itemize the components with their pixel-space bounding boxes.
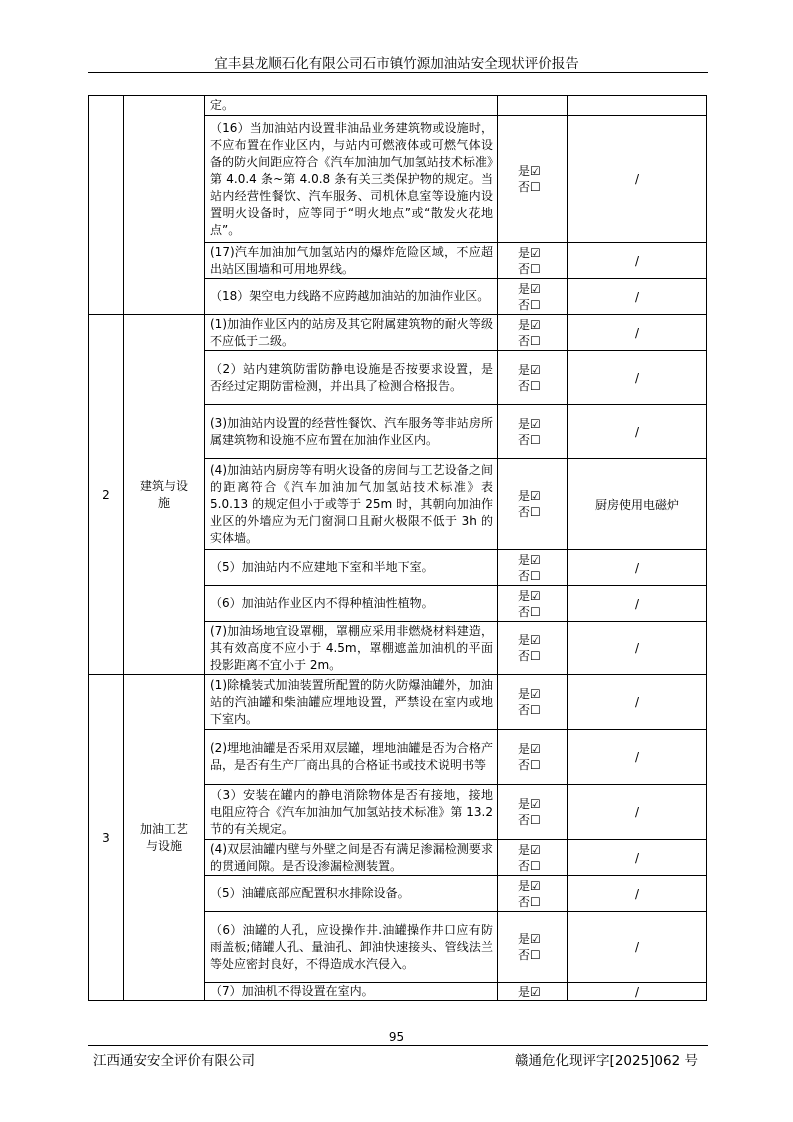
checked-box-icon[interactable]: ☑ bbox=[530, 489, 541, 503]
check-result bbox=[498, 405, 568, 459]
check-result bbox=[498, 622, 568, 675]
section-number: 2 bbox=[89, 315, 124, 675]
check-item-text: (3)加油站内设置的经营性餐饮、汽车服务等非站房所属建筑物和设施不应布置在加油作业区内。 bbox=[205, 405, 498, 459]
yes-option[interactable] bbox=[518, 931, 567, 947]
no-label: 否 bbox=[518, 858, 531, 873]
no-option[interactable] bbox=[518, 179, 567, 195]
no-option[interactable] bbox=[518, 858, 567, 874]
header-divider bbox=[88, 72, 708, 73]
check-note: / bbox=[568, 550, 707, 586]
check-result bbox=[498, 912, 568, 983]
unchecked-box-icon[interactable]: ☐ bbox=[530, 333, 541, 348]
check-note: / bbox=[568, 243, 707, 279]
no-label: 否 bbox=[518, 505, 531, 519]
check-item-text: （7）加油机不得设置在室内。 bbox=[205, 983, 498, 1001]
check-item-text: (7)加油场地宜设罩棚，罩棚应采用非燃烧材料建造，其有效高度不应小于 4.5m，罩棚遮盖加油机的平面投影距离不宜小于 2m。 bbox=[205, 622, 498, 675]
check-item-text: （2）站内建筑防雷防静电设施是否按要求设置，是否经过定期防雷检测，并出具了检测合格报告。 bbox=[205, 351, 498, 405]
check-note: / bbox=[568, 785, 707, 840]
check-result bbox=[498, 116, 568, 243]
yes-label: 是 bbox=[518, 984, 531, 999]
check-note: / bbox=[568, 586, 707, 622]
check-item-text: (4)双层油罐内壁与外壁之间是否有满足渗漏检测要求的贯通间隙。是否设渗漏检测装置。 bbox=[205, 840, 498, 876]
yes-label: 是 bbox=[518, 633, 531, 647]
section-unit: 加油工艺与设施 bbox=[124, 675, 205, 1001]
no-option[interactable] bbox=[518, 378, 567, 394]
no-label: 否 bbox=[518, 758, 531, 772]
checked-box-icon[interactable]: ☑ bbox=[530, 245, 541, 260]
unchecked-box-icon[interactable]: ☐ bbox=[530, 568, 541, 583]
check-result bbox=[498, 586, 568, 622]
yes-option[interactable] bbox=[518, 796, 567, 812]
unchecked-box-icon[interactable]: ☐ bbox=[530, 758, 541, 772]
checked-box-icon[interactable]: ☑ bbox=[530, 687, 541, 701]
no-label: 否 bbox=[518, 813, 531, 827]
unchecked-box-icon[interactable]: ☐ bbox=[530, 505, 541, 519]
check-note: 厨房使用电磁炉 bbox=[568, 459, 707, 550]
unchecked-box-icon[interactable]: ☐ bbox=[530, 261, 541, 276]
yes-option[interactable] bbox=[518, 842, 567, 858]
yes-label: 是 bbox=[518, 362, 531, 377]
check-item-text: 定。 bbox=[205, 96, 498, 116]
no-label: 否 bbox=[518, 894, 531, 909]
unchecked-box-icon[interactable]: ☐ bbox=[530, 604, 541, 619]
table-row bbox=[89, 96, 707, 116]
check-item-text: （18）架空电力线路不应跨越加油站的加油作业区。 bbox=[205, 279, 498, 315]
yes-label: 是 bbox=[518, 164, 531, 178]
no-option[interactable] bbox=[518, 648, 567, 664]
unchecked-box-icon[interactable]: ☐ bbox=[530, 894, 541, 909]
yes-option[interactable] bbox=[518, 984, 567, 1000]
yes-label: 是 bbox=[518, 245, 531, 260]
unchecked-box-icon[interactable]: ☐ bbox=[530, 432, 541, 447]
no-option[interactable] bbox=[518, 333, 567, 349]
yes-label: 是 bbox=[518, 552, 531, 567]
unchecked-box-icon[interactable]: ☐ bbox=[530, 378, 541, 393]
check-note: / bbox=[568, 912, 707, 983]
checked-box-icon[interactable]: ☑ bbox=[530, 317, 541, 332]
check-note: / bbox=[568, 675, 707, 730]
check-result bbox=[498, 96, 568, 116]
no-label: 否 bbox=[518, 568, 531, 583]
unchecked-box-icon[interactable]: ☐ bbox=[530, 649, 541, 663]
checked-box-icon[interactable]: ☑ bbox=[530, 842, 541, 857]
check-item-text: （6）加油站作业区内不得种植油性植物。 bbox=[205, 586, 498, 622]
yes-option[interactable] bbox=[518, 488, 567, 504]
company-name: 江西通安安全评价有限公司 bbox=[93, 1053, 255, 1069]
yes-label: 是 bbox=[518, 842, 531, 857]
check-result bbox=[498, 675, 568, 730]
no-label: 否 bbox=[518, 432, 531, 447]
check-item-text: (4)加油站内厨房等有明火设备的房间与工艺设备之间的距离符合《汽车加油加气加氢站技术标准》表 5.0.13 的规定但小于或等于 25m 时，其朝向加油作业区的外墙应为无门窗洞口且耐火极限不低于 3h 的实体墙。 bbox=[205, 459, 498, 550]
check-item-text: (1)加油作业区内的站房及其它附属建筑物的耐火等级不应低于二级。 bbox=[205, 315, 498, 351]
yes-option[interactable] bbox=[518, 632, 567, 648]
yes-label: 是 bbox=[518, 317, 531, 332]
checked-box-icon[interactable]: ☑ bbox=[530, 878, 541, 893]
yes-label: 是 bbox=[518, 742, 531, 756]
unchecked-box-icon[interactable]: ☐ bbox=[530, 297, 541, 312]
check-item-text: （5）加油站内不应建地下室和半地下室。 bbox=[205, 550, 498, 586]
yes-label: 是 bbox=[518, 489, 531, 503]
check-note: / bbox=[568, 116, 707, 243]
no-label: 否 bbox=[518, 261, 531, 276]
check-item-text: （3）安装在罐内的静电消除物体是否有接地，接地电阻应符合《汽车加油加气加氢站技术标准》第 13.2 节的有关规定。 bbox=[205, 785, 498, 840]
check-item-text: （16）当加油站内设置非油品业务建筑物或设施时，不应布置在作业区内，与站内可燃液体或可燃气体设备的防火间距应符合《汽车加油加气加氢站技术标准》第 4.0.4 条~第 4.0.8 条有关三类保护物的规定。当站内经营性餐饮、汽车服务、司机休息室等设施内设置明火设备时，应等同于“明火地点”或“散发火花地点”。 bbox=[205, 116, 498, 243]
yes-option[interactable] bbox=[518, 362, 567, 378]
unchecked-box-icon[interactable]: ☐ bbox=[530, 703, 541, 717]
yes-option[interactable] bbox=[518, 163, 567, 179]
check-note: / bbox=[568, 279, 707, 315]
footer-divider bbox=[88, 1045, 708, 1046]
checked-box-icon[interactable]: ☑ bbox=[530, 984, 541, 999]
checklist-table bbox=[88, 95, 707, 1001]
checked-box-icon[interactable]: ☑ bbox=[530, 742, 541, 756]
yes-label: 是 bbox=[518, 878, 531, 893]
no-label: 否 bbox=[518, 333, 531, 348]
check-item-text: （6）油罐的人孔，应设操作井.油罐操作井口应有防雨盖板;储罐人孔、量油孔、卸油快速接头、管线法兰等处应密封良好，不得造成水汽侵入。 bbox=[205, 912, 498, 983]
no-option[interactable] bbox=[518, 432, 567, 448]
check-note: / bbox=[568, 876, 707, 912]
no-option[interactable] bbox=[518, 504, 567, 520]
check-note: / bbox=[568, 840, 707, 876]
check-note: / bbox=[568, 730, 707, 785]
page-number: 95 bbox=[388, 1030, 405, 1044]
check-item-text: （5）油罐底部应配置积水排除设备。 bbox=[205, 876, 498, 912]
checked-box-icon[interactable]: ☑ bbox=[530, 362, 541, 377]
checked-box-icon[interactable]: ☑ bbox=[530, 588, 541, 603]
section-unit: 建筑与设施 bbox=[124, 315, 205, 675]
no-label: 否 bbox=[518, 378, 531, 393]
checked-box-icon[interactable]: ☑ bbox=[530, 164, 541, 178]
check-note: / bbox=[568, 315, 707, 351]
section-unit bbox=[124, 96, 205, 315]
checked-box-icon[interactable]: ☑ bbox=[530, 416, 541, 431]
table-row bbox=[89, 675, 707, 730]
yes-option[interactable] bbox=[518, 741, 567, 757]
no-label: 否 bbox=[518, 297, 531, 312]
checked-box-icon[interactable]: ☑ bbox=[530, 281, 541, 296]
no-option[interactable] bbox=[518, 604, 567, 620]
checked-box-icon[interactable]: ☑ bbox=[530, 633, 541, 647]
unchecked-box-icon[interactable]: ☐ bbox=[530, 180, 541, 194]
yes-option[interactable] bbox=[518, 317, 567, 333]
no-label: 否 bbox=[518, 180, 531, 194]
check-result bbox=[498, 876, 568, 912]
check-item-text: (17)汽车加油加气加氢站内的爆炸危险区域，不应超出站区围墙和可用地界线。 bbox=[205, 243, 498, 279]
section-number bbox=[89, 96, 124, 315]
no-label: 否 bbox=[518, 703, 531, 717]
no-option[interactable] bbox=[518, 261, 567, 277]
section-number: 3 bbox=[89, 675, 124, 1001]
check-item-text: (1)除橇装式加油装置所配置的防火防爆油罐外，加油站的汽油罐和柴油罐应埋地设置，严禁设在室内或地下室内。 bbox=[205, 675, 498, 730]
check-result bbox=[498, 730, 568, 785]
check-note: / bbox=[568, 351, 707, 405]
check-result bbox=[498, 351, 568, 405]
check-note: / bbox=[568, 405, 707, 459]
no-option[interactable] bbox=[518, 702, 567, 718]
yes-option[interactable] bbox=[518, 416, 567, 432]
check-result bbox=[498, 785, 568, 840]
check-note bbox=[568, 96, 707, 116]
yes-label: 是 bbox=[518, 797, 531, 811]
unchecked-box-icon[interactable]: ☐ bbox=[530, 858, 541, 873]
unchecked-box-icon[interactable]: ☐ bbox=[530, 948, 541, 962]
yes-option[interactable] bbox=[518, 878, 567, 894]
check-result bbox=[498, 550, 568, 586]
no-option[interactable] bbox=[518, 568, 567, 584]
no-option[interactable] bbox=[518, 757, 567, 773]
yes-option[interactable] bbox=[518, 552, 567, 568]
no-option[interactable] bbox=[518, 947, 567, 963]
check-note: / bbox=[568, 983, 707, 1001]
table-row bbox=[89, 315, 707, 351]
check-result bbox=[498, 243, 568, 279]
yes-label: 是 bbox=[518, 588, 531, 603]
check-result bbox=[498, 315, 568, 351]
check-result bbox=[498, 983, 568, 1001]
no-option[interactable] bbox=[518, 297, 567, 313]
checked-box-icon[interactable]: ☑ bbox=[530, 932, 541, 946]
checked-box-icon[interactable]: ☑ bbox=[530, 797, 541, 811]
check-result bbox=[498, 459, 568, 550]
no-label: 否 bbox=[518, 649, 531, 663]
report-number: 赣通危化现评字[2025]062 号 bbox=[515, 1053, 698, 1069]
report-title: 宜丰县龙顺石化有限公司石市镇竹源加油站安全现状评价报告 bbox=[214, 56, 579, 72]
yes-label: 是 bbox=[518, 687, 531, 701]
unchecked-box-icon[interactable]: ☐ bbox=[530, 813, 541, 827]
no-label: 否 bbox=[518, 604, 531, 619]
check-result bbox=[498, 279, 568, 315]
check-item-text: (2)埋地油罐是否采用双层罐，埋地油罐是否为合格产品，是否有生产厂商出具的合格证书或技术说明书等 bbox=[205, 730, 498, 785]
yes-label: 是 bbox=[518, 281, 531, 296]
check-note: / bbox=[568, 622, 707, 675]
yes-option[interactable] bbox=[518, 686, 567, 702]
checked-box-icon[interactable]: ☑ bbox=[530, 552, 541, 567]
no-option[interactable] bbox=[518, 812, 567, 828]
yes-label: 是 bbox=[518, 416, 531, 431]
yes-option[interactable] bbox=[518, 588, 567, 604]
check-result bbox=[498, 840, 568, 876]
yes-label: 是 bbox=[518, 932, 531, 946]
yes-option[interactable] bbox=[518, 281, 567, 297]
yes-option[interactable] bbox=[518, 245, 567, 261]
no-label: 否 bbox=[518, 948, 531, 962]
no-option[interactable] bbox=[518, 894, 567, 910]
